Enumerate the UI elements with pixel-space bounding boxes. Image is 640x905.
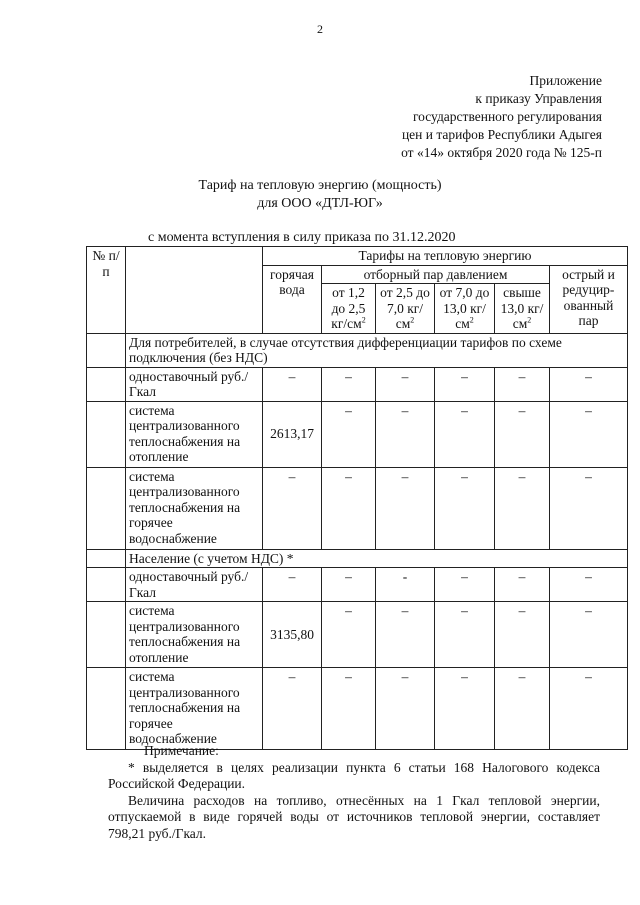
cell-value: – bbox=[495, 602, 550, 668]
cell-value: – bbox=[322, 367, 376, 401]
header-empty bbox=[126, 247, 263, 334]
cell-value: – bbox=[495, 668, 550, 750]
cell-value: – bbox=[550, 568, 628, 602]
appendix-line: цен и тарифов Республики Адыгея bbox=[401, 127, 602, 142]
cell-value: – bbox=[550, 467, 628, 549]
validity-period: с момента вступления в силу приказа по 31.12.2020 bbox=[148, 230, 456, 245]
tariff-table bbox=[86, 246, 628, 750]
cell-value: – bbox=[550, 602, 628, 668]
cell-value: – bbox=[376, 367, 435, 401]
cell-value: – bbox=[322, 602, 376, 668]
header-steam: отборный пар давлением bbox=[322, 265, 550, 284]
cell-value: – bbox=[322, 467, 376, 549]
cell-value: - bbox=[376, 568, 435, 602]
row-label: система централизованного теплоснабжения на отопление bbox=[126, 401, 263, 467]
appendix-line: от «14» октября 2020 года № 125-п bbox=[401, 145, 602, 160]
cell-value: – bbox=[495, 568, 550, 602]
cell-value: – bbox=[435, 602, 495, 668]
row-number-cell bbox=[87, 367, 126, 401]
cell-value: – bbox=[376, 467, 435, 549]
cell-value: – bbox=[435, 467, 495, 549]
cell-value: – bbox=[435, 668, 495, 750]
document-title bbox=[0, 177, 640, 213]
row-label: система централизованного теплоснабжения на горячее водоснабжение bbox=[126, 467, 263, 549]
row-label: система централизованного теплоснабжения на горячее водоснабжение bbox=[126, 668, 263, 750]
header-steam-col: от 7,0 до 13,0 $кг/см^2$ bbox=[435, 284, 495, 334]
header-hot-water: горячая вода bbox=[263, 265, 322, 333]
cell-value: – bbox=[495, 401, 550, 467]
cell-value: – bbox=[550, 668, 628, 750]
group-number-cell bbox=[87, 333, 126, 367]
cell-value: – bbox=[322, 401, 376, 467]
appendix-line: Приложение bbox=[529, 73, 602, 88]
row-label: одноставочный руб./Гкал bbox=[126, 568, 263, 602]
cell-value: – bbox=[376, 602, 435, 668]
notes-block bbox=[108, 743, 600, 842]
cell-value: – bbox=[550, 367, 628, 401]
cell-value: – bbox=[495, 367, 550, 401]
cell-hot-water: 2613,17 bbox=[263, 401, 322, 467]
row-label: система централизованного теплоснабжения на отопление bbox=[126, 602, 263, 668]
appendix-block bbox=[401, 72, 602, 162]
row-number-cell bbox=[87, 467, 126, 549]
cell-value: – bbox=[322, 668, 376, 750]
cell-value: – bbox=[495, 467, 550, 549]
page-number: 2 bbox=[317, 22, 323, 36]
cell-hot-water: 3135,80 bbox=[263, 602, 322, 668]
row-label: одноставочный руб./Гкал bbox=[126, 367, 263, 401]
header-steam-col: свыше 13,0 $кг/см^2$ bbox=[495, 284, 550, 334]
header-steam-col: от 1,2 до 2,5 $кг/см^2$ bbox=[322, 284, 376, 334]
row-number-cell bbox=[87, 602, 126, 668]
group-title: Население (с учетом НДС) * bbox=[126, 549, 628, 568]
title-line-1: Тариф на тепловую энергию (мощность) bbox=[198, 178, 442, 193]
title-line-2: для ООО «ДТЛ-ЮГ» bbox=[257, 196, 383, 211]
note-fuel-costs: Величина расходов на топливо, отнесённых на 1 Гкал тепловой энергии, отпускаемой в виде горячей воды от источников тепловой энергии, составляет 798,21 руб./Гкал. bbox=[108, 792, 600, 841]
cell-value: – bbox=[376, 668, 435, 750]
group-title: Для потребителей, в случае отсутствия дифференциации тарифов по схеме подключения (без НДС) bbox=[126, 333, 628, 367]
notes-heading: Примечание: bbox=[144, 743, 219, 758]
cell-value: – bbox=[322, 568, 376, 602]
header-sharp-steam: острый и редуцир-ованный пар bbox=[550, 265, 628, 333]
cell-hot-water: – bbox=[263, 668, 322, 750]
row-number-cell bbox=[87, 568, 126, 602]
row-number-cell bbox=[87, 668, 126, 750]
header-number: № п/п bbox=[87, 247, 126, 334]
cell-value: – bbox=[435, 367, 495, 401]
cell-value: – bbox=[435, 401, 495, 467]
note-vat: * выделяется в целях реализации пункта 6 статьи 168 Налогового кодекса Российской Федерации. bbox=[108, 759, 600, 791]
appendix-line: к приказу Управления bbox=[475, 91, 602, 106]
cell-value: – bbox=[435, 568, 495, 602]
cell-value: – bbox=[550, 401, 628, 467]
row-number-cell bbox=[87, 401, 126, 467]
cell-hot-water: – bbox=[263, 467, 322, 549]
cell-value: – bbox=[376, 401, 435, 467]
cell-hot-water: – bbox=[263, 367, 322, 401]
group-number-cell bbox=[87, 549, 126, 568]
appendix-line: государственного регулирования bbox=[412, 109, 602, 124]
cell-hot-water: – bbox=[263, 568, 322, 602]
header-tariffs: Тарифы на тепловую энергию bbox=[263, 247, 628, 266]
header-steam-col: от 2,5 до 7,0 $кг/см^2$ bbox=[376, 284, 435, 334]
